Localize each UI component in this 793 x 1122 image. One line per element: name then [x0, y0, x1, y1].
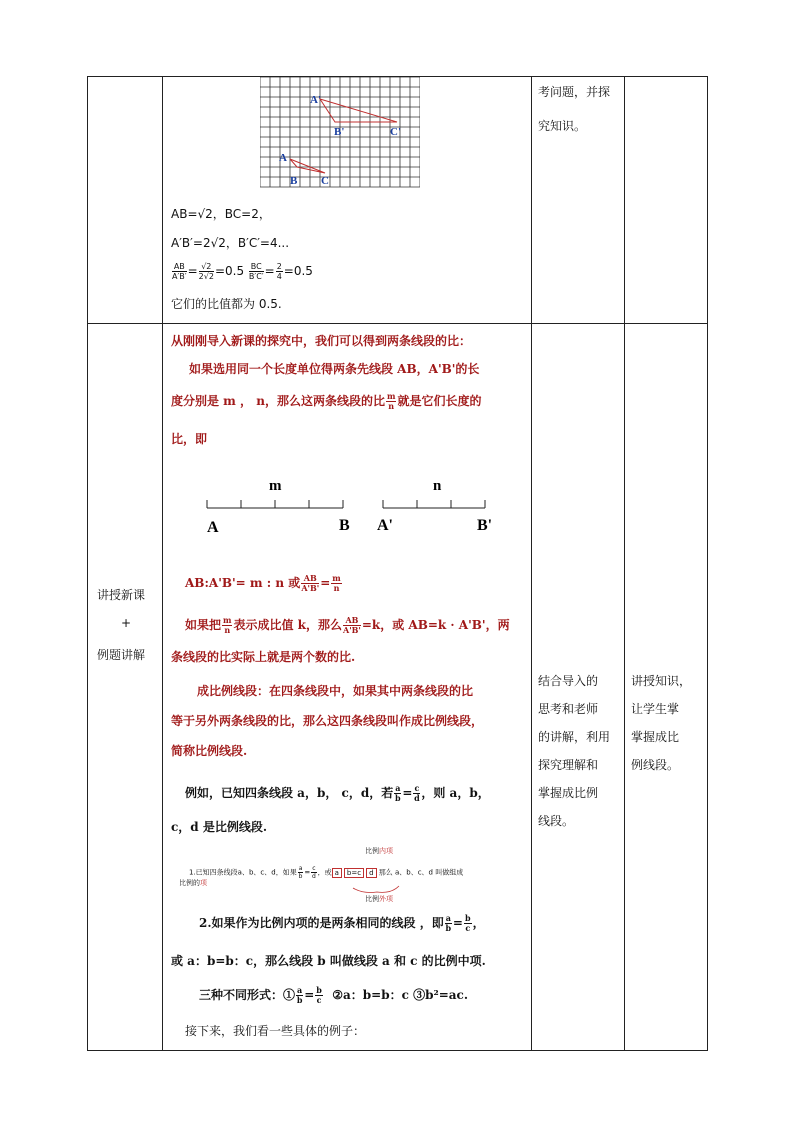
lesson-table: [87, 76, 708, 1051]
text-span: 内项: [379, 847, 393, 855]
definition-line: 成比例线段：在四条线段中，如果其中两条线段的比: [197, 684, 474, 698]
text-span: 1.已知四条线段a、b、c、d，如果: [189, 868, 297, 877]
text-span: 外项: [379, 895, 393, 903]
para-line: [199, 986, 468, 1005]
text-line: 结合导入的: [538, 674, 599, 688]
row2-col3-cell: [532, 324, 625, 1051]
text-span: ，或: [317, 868, 332, 877]
frac-num: a: [298, 865, 303, 872]
para-line: [185, 616, 510, 635]
frac-den: B′C′: [248, 272, 264, 281]
table-row: [88, 324, 708, 1051]
frac-den: b: [296, 995, 303, 1005]
example-line: c，d 是比例线段.: [171, 820, 268, 834]
frac-den: d: [414, 793, 420, 803]
text-span: =: [452, 916, 463, 930]
formula-line: [185, 574, 343, 593]
text-line: 思考和老师: [538, 702, 599, 716]
text-span: 项: [200, 879, 207, 887]
para-line: 接下来，我们看一些具体的例子：: [185, 1024, 366, 1038]
para-line: 或 a：b=b：c，那么线段 b 叫做线段 a 和 c 的比例中项.: [171, 954, 486, 968]
frac-num: AB: [173, 262, 185, 271]
frac-num: AB: [343, 616, 361, 626]
point-label-b: B: [339, 517, 350, 534]
frac-den: c: [316, 995, 322, 1005]
text-span: ②a：b=b：c ③b²=ac.: [332, 988, 469, 1002]
frac-den: b: [298, 873, 303, 880]
frac-den: A′B′: [172, 272, 187, 281]
proportion-terms-figure: [177, 844, 523, 906]
text-span: 2.如果作为比例内项的是两条相同的线段 ，即: [199, 916, 444, 930]
frac-num: AB: [301, 574, 319, 584]
text-span: 比例的: [179, 879, 200, 887]
frac-num: c: [312, 865, 316, 872]
frac-den: 4: [276, 272, 282, 281]
label-c-prime: C': [390, 126, 401, 138]
text-line: A′B′=2√2，B′C′=4...: [171, 236, 290, 250]
segment-diagram: [193, 474, 523, 544]
section-label: 讲授新课: [97, 588, 146, 602]
point-label-b-prime: B': [477, 517, 493, 534]
intro-text: 从刚刚导入新课的探究中，我们可以得到两条线段的比：: [171, 334, 472, 348]
text-span: =: [304, 988, 315, 1002]
frac-num: m: [386, 391, 396, 401]
text-line: 掌握成比: [631, 730, 680, 744]
para-line: 如果选用同一个长度单位得两条先线段 AB，A'B'的长: [189, 362, 480, 376]
point-label-a: A: [207, 519, 219, 536]
point-label-a-prime: A': [377, 517, 393, 534]
frac-den: 2√2: [198, 272, 214, 281]
text-line: 的讲解，利用: [538, 730, 611, 744]
frac-num: a: [395, 783, 401, 793]
section-label: +: [121, 616, 132, 630]
frac-num: m: [223, 615, 232, 625]
text-line: 线段。: [538, 814, 575, 828]
text-span: 如果把: [185, 618, 222, 632]
grid-figure: [260, 77, 420, 189]
frac-den: b: [395, 793, 401, 803]
text-span: 表示成比值 k，那么: [233, 618, 342, 632]
text-line: 掌握成比例: [538, 786, 599, 800]
frac-num: b: [316, 985, 322, 995]
ratio-value: =0.5: [214, 264, 245, 278]
frac-den: A'B': [342, 625, 361, 635]
text-line: 考问题，并探: [538, 85, 611, 99]
label-a-prime: A': [310, 94, 321, 106]
text-span: 那么 a、b、c、d 叫做组成: [378, 868, 464, 877]
label-b-prime: B': [334, 126, 345, 138]
ratio-line: $\frac{AB}{A'B'}$ = $\frac{√2}{2√2}$ =0.5 $\frac{BC}{B'C'}$ = $\frac{2}{4}$ =0.5: [172, 262, 313, 281]
text-span: a: [332, 868, 342, 878]
para-line: 条线段的比实际上就是两个数的比.: [171, 650, 356, 664]
row2-label-cell: [88, 324, 163, 1051]
row2-content-cell: [163, 324, 532, 1051]
label-a: A: [279, 152, 287, 164]
text-span: 比例: [365, 895, 379, 903]
segment-label-n: n: [433, 478, 442, 494]
frac-num: c: [414, 783, 420, 793]
frac-num: √2: [199, 262, 214, 272]
frac-num: 2: [276, 262, 282, 271]
text-line: 讲授知识，: [631, 674, 692, 688]
frac-num: a: [445, 913, 451, 923]
para-line: 比，即: [171, 432, 208, 446]
row1-col4-cell: [625, 77, 708, 324]
text-span: 比例: [365, 847, 379, 855]
text-span: ，则 a，b，: [421, 786, 490, 800]
text-line: 例线段。: [631, 758, 680, 772]
frac-num: a: [297, 985, 303, 995]
text-span: =: [304, 868, 311, 877]
text-span: =: [402, 786, 413, 800]
definition-line: 等于另外两条线段的比，那么这四条线段叫作成比例线段，: [171, 714, 484, 728]
para-line: [171, 392, 481, 411]
text-line: 究知识。: [538, 119, 587, 133]
frac-den: c: [465, 923, 471, 933]
row1-col3-cell: [532, 77, 625, 324]
text-span: AB:A'B'= m : n 或: [185, 576, 301, 590]
frac-den: b: [445, 923, 452, 933]
text-span: 三种不同形式：①: [199, 988, 296, 1002]
frac-den: n: [388, 401, 395, 411]
definition-line: 简称比例线段.: [171, 744, 248, 758]
text-line: 让学生掌: [631, 702, 680, 716]
frac-den: d: [312, 873, 316, 880]
para-line: [199, 914, 485, 933]
table-row: [88, 77, 708, 324]
section-label: 例题讲解: [97, 648, 146, 662]
text-line: 探究理解和: [538, 758, 599, 772]
text-span: ，: [472, 916, 485, 930]
figure-bottom-label: [365, 894, 393, 904]
segment-label-m: m: [269, 478, 282, 494]
ratio-value: =0.5: [283, 264, 313, 278]
frac-num: b: [464, 913, 471, 923]
frac-den: A'B': [301, 583, 320, 593]
text-span: d: [366, 868, 376, 878]
text-span: 度分别是 m ， n，那么这两条线段的比: [171, 394, 385, 408]
row2-col4-cell: [625, 324, 708, 1051]
text-span: =: [320, 576, 331, 590]
text-line: 它们的比值都为 0.5.: [171, 297, 282, 311]
text-span: =k，或 AB=k · A'B'，两: [361, 618, 510, 632]
frac-num: BC: [250, 262, 262, 271]
figure-bracket: [177, 844, 523, 906]
text-span: b=c: [344, 868, 364, 878]
row1-label-cell: [88, 77, 163, 324]
frac-num: m: [332, 573, 341, 583]
label-b: B: [290, 175, 298, 187]
frac-den: n: [333, 583, 340, 593]
row1-content-cell: [163, 77, 532, 324]
example-line: [185, 784, 490, 803]
label-c: C: [321, 175, 329, 187]
text-span: 就是它们长度的: [397, 394, 482, 408]
text-line: AB=√2，BC=2，: [171, 207, 271, 221]
text-span: 例如，已知四条线段 a，b， c，d，若: [185, 786, 394, 800]
frac-den: n: [224, 625, 231, 635]
